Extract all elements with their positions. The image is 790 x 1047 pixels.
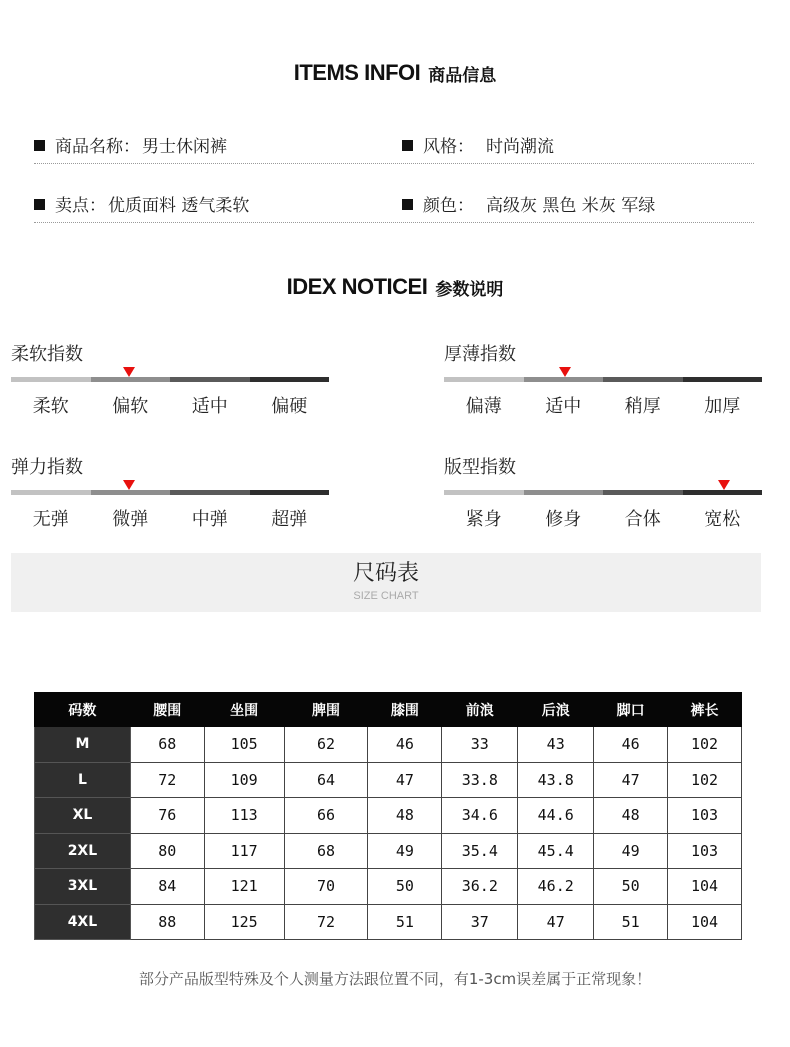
gauge-label: 偏薄: [465, 396, 502, 417]
gauge-label: 稍厚: [624, 396, 661, 417]
size-cell: 4XL: [35, 904, 131, 940]
measurement-cell: 109: [204, 762, 284, 798]
gauge-elasticity: [11, 453, 329, 543]
gauge-labels: [11, 392, 329, 418]
measurement-cell: 72: [130, 762, 204, 798]
table-header-cell: 脚口: [594, 693, 668, 727]
info-value: 高级灰 黑色 米灰 军绿: [486, 196, 656, 216]
measurement-cell: 125: [204, 904, 284, 940]
table-header-cell: 码数: [35, 693, 131, 727]
gauge-label: 偏硬: [271, 396, 308, 417]
measurement-cell: 117: [204, 833, 284, 869]
measurement-cell: 48: [368, 798, 442, 834]
gauge-label: 柔软: [32, 396, 69, 417]
measurement-cell: 84: [130, 869, 204, 905]
measurement-cell: 46.2: [518, 869, 594, 905]
table-header-cell: 脾围: [284, 693, 368, 727]
measurement-cell: 51: [368, 904, 442, 940]
table-row: [35, 762, 742, 798]
size-chart-title: 尺码表: [352, 561, 419, 586]
gauge-label: 适中: [545, 396, 582, 417]
info-item-color: [402, 191, 655, 216]
measurement-cell: 36.2: [442, 869, 518, 905]
gauge-labels: [11, 505, 329, 531]
table-header-cell: 腰围: [130, 693, 204, 727]
table-row: [35, 833, 742, 869]
measurement-cell: 68: [130, 727, 204, 763]
size-cell: XL: [35, 798, 131, 834]
measurement-cell: 70: [284, 869, 368, 905]
info-row-1: [34, 124, 754, 164]
measurement-cell: 88: [130, 904, 204, 940]
measurement-cell: 35.4: [442, 833, 518, 869]
gauge-bar: [444, 377, 762, 382]
footnote: 部分产品版型特殊及个人测量方法跟位置不同，有1-3cm误差属于正常现象！: [138, 970, 652, 988]
gauge-softness: [11, 340, 329, 430]
gauge-label: 加厚: [704, 396, 741, 417]
measurement-cell: 34.6: [442, 798, 518, 834]
measurement-cell: 102: [668, 727, 742, 763]
info-value: 优质面料 透气柔软: [108, 196, 250, 216]
index-notice-title-en: IDEX NOTICEI: [286, 274, 428, 299]
size-cell: M: [35, 727, 131, 763]
measurement-cell: 47: [594, 762, 668, 798]
table-header-cell: 裤长: [668, 693, 742, 727]
info-item-style: [402, 132, 554, 157]
table-header-cell: 膝围: [368, 693, 442, 727]
table-row: [35, 904, 742, 940]
gauge-bar: [11, 377, 329, 382]
gauge-label: 合体: [624, 509, 661, 530]
table-row: [35, 798, 742, 834]
measurement-cell: 37: [442, 904, 518, 940]
bullet-square-icon: [402, 199, 413, 210]
gauge-title: 版型指数: [444, 457, 516, 478]
measurement-cell: 49: [368, 833, 442, 869]
measurement-cell: 47: [368, 762, 442, 798]
gauge-marker-icon: [123, 367, 135, 377]
info-value: 男士休闲裤: [142, 137, 227, 157]
gauge-label: 紧身: [465, 509, 502, 530]
measurement-cell: 64: [284, 762, 368, 798]
gauge-labels: [444, 392, 762, 418]
bullet-square-icon: [402, 140, 413, 151]
size-chart-banner: [11, 553, 761, 612]
info-item-selling-point: [34, 191, 249, 216]
measurement-cell: 48: [594, 798, 668, 834]
measurement-cell: 76: [130, 798, 204, 834]
gauge-marker-icon: [559, 367, 571, 377]
gauge-thickness: [444, 340, 762, 430]
measurement-cell: 43.8: [518, 762, 594, 798]
measurement-cell: 113: [204, 798, 284, 834]
measurement-cell: 33: [442, 727, 518, 763]
measurement-cell: 47: [518, 904, 594, 940]
measurement-cell: 62: [284, 727, 368, 763]
info-label: 颜色：: [423, 196, 474, 216]
size-chart-subtitle: SIZE CHART: [353, 590, 419, 602]
measurement-cell: 105: [204, 727, 284, 763]
measurement-cell: 72: [284, 904, 368, 940]
index-notice-title-zh: 参数说明: [435, 279, 504, 300]
measurement-cell: 121: [204, 869, 284, 905]
measurement-cell: 104: [668, 869, 742, 905]
gauge-label: 修身: [545, 509, 582, 530]
measurement-cell: 103: [668, 798, 742, 834]
info-item-name: [34, 132, 227, 157]
index-notice-title: [0, 274, 790, 300]
gauge-title: 弹力指数: [11, 457, 83, 478]
gauge-labels: [444, 505, 762, 531]
measurement-cell: 43: [518, 727, 594, 763]
size-cell: 2XL: [35, 833, 131, 869]
gauge-title: 厚薄指数: [444, 344, 516, 365]
info-value: 时尚潮流: [486, 137, 554, 157]
gauge-label: 超弹: [271, 509, 308, 530]
measurement-cell: 80: [130, 833, 204, 869]
gauge-bar: [444, 490, 762, 495]
gauge-label: 微弹: [112, 509, 149, 530]
table-header-cell: 后浪: [518, 693, 594, 727]
measurement-cell: 45.4: [518, 833, 594, 869]
gauge-fit: [444, 453, 762, 543]
gauge-label: 偏软: [112, 396, 149, 417]
measurement-cell: 49: [594, 833, 668, 869]
bullet-square-icon: [34, 140, 45, 151]
items-info-title-zh: 商品信息: [428, 65, 497, 86]
table-header-cell: 前浪: [442, 693, 518, 727]
measurement-cell: 50: [368, 869, 442, 905]
items-info-title: [0, 60, 790, 86]
info-label: 卖点：: [55, 196, 106, 216]
measurement-cell: 46: [368, 727, 442, 763]
table-header-cell: 坐围: [204, 693, 284, 727]
bullet-square-icon: [34, 199, 45, 210]
size-cell: L: [35, 762, 131, 798]
measurement-cell: 68: [284, 833, 368, 869]
items-info-title-en: ITEMS INFOI: [293, 60, 421, 85]
measurement-cell: 46: [594, 727, 668, 763]
gauge-label: 宽松: [704, 509, 741, 530]
measurement-cell: 104: [668, 904, 742, 940]
info-row-2: [34, 183, 754, 223]
info-label: 风格：: [423, 137, 474, 157]
gauge-bar: [11, 490, 329, 495]
measurement-cell: 50: [594, 869, 668, 905]
measurement-cell: 103: [668, 833, 742, 869]
gauge-title: 柔软指数: [11, 344, 83, 365]
gauge-label: 适中: [191, 396, 228, 417]
gauge-label: 无弹: [32, 509, 69, 530]
measurement-cell: 66: [284, 798, 368, 834]
gauge-label: 中弹: [191, 509, 228, 530]
gauge-marker-icon: [718, 480, 730, 490]
size-cell: 3XL: [35, 869, 131, 905]
table-row: [35, 869, 742, 905]
measurement-cell: 102: [668, 762, 742, 798]
measurement-cell: 33.8: [442, 762, 518, 798]
measurement-cell: 51: [594, 904, 668, 940]
info-label: 商品名称：: [55, 137, 140, 157]
gauge-marker-icon: [123, 480, 135, 490]
table-row: [35, 727, 742, 763]
measurement-cell: 44.6: [518, 798, 594, 834]
size-table: [34, 692, 742, 940]
table-header-row: [35, 693, 742, 727]
